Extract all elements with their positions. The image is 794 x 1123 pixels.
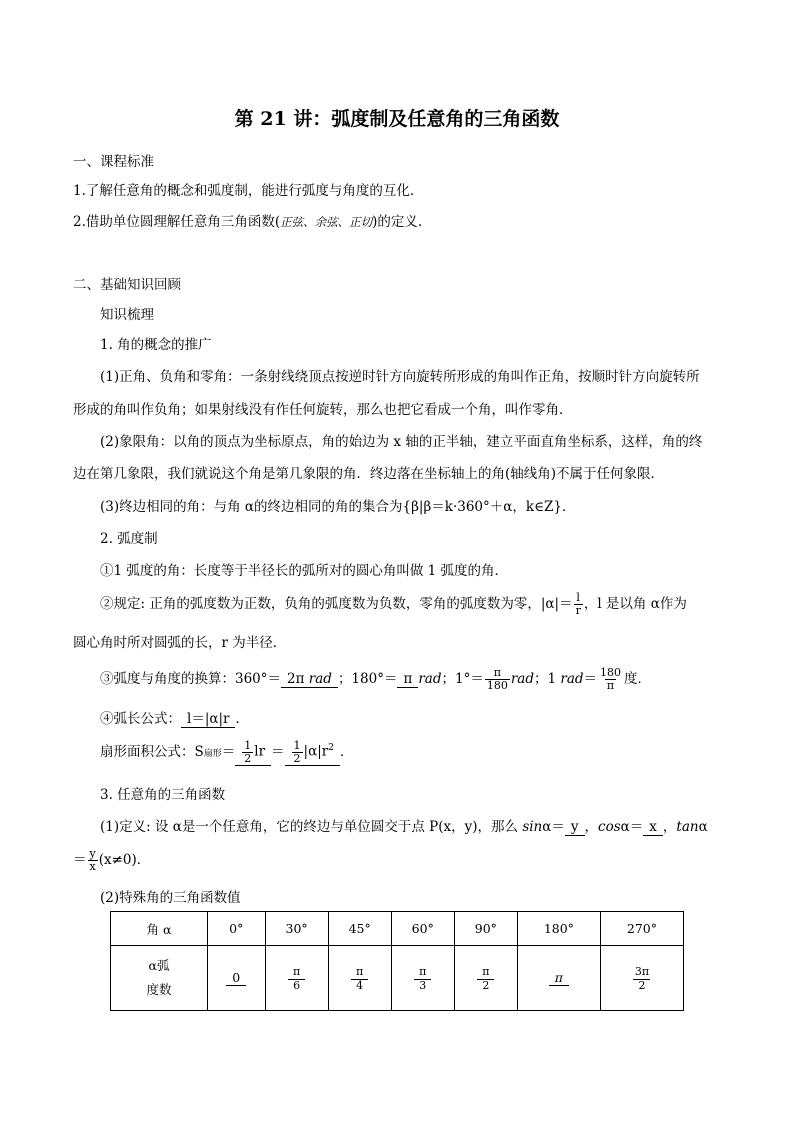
page-title: 第 21 讲：弧度制及任意角的三角函数 [234, 108, 560, 130]
radian-cell: $\frac{\pi}{3}$ [391, 946, 454, 1011]
para-3-b: (2)特殊角的三角函数值 [100, 890, 241, 906]
table-row-label: 角 α [111, 912, 208, 946]
fraction-y-over-x: $\frac{y}{x}$ [89, 847, 96, 873]
para-2-b-line-1: ②规定: 正角的弧度数为正数，负角的弧度数为负数，零角的弧度数为零，|α|＝ $\frac{l}{r}$ ，l 是以角 α作为 [100, 591, 687, 617]
special-angle-table [110, 911, 684, 1011]
para-1-b-line-2: 边在第几象限，我们就说这个角是第几象限的角．终边落在坐标轴上的角(轴线角)不属于任何象限． [73, 466, 665, 482]
radian-cell: $\frac{3\pi}{2}$ [600, 946, 683, 1011]
radian-cell: π [517, 946, 600, 1011]
degree-cell: 180° [517, 912, 600, 946]
radian-cell: $\frac{\pi}{2}$ [454, 946, 517, 1011]
section-1-heading: 一、课程标准 [73, 154, 154, 170]
table-row-label: α弧 度数 [111, 946, 208, 1011]
para-1-c: (3)终边相同的角：与角 α的终边相同的角的集合为{β|β＝k·360°＋α，k∈Z}． [100, 499, 576, 515]
degree-cell: 0° [208, 912, 266, 946]
table-row-degrees [111, 912, 684, 946]
topic-3-title: 3. 任意角的三角函数 [100, 787, 226, 803]
topic-1-title: 1. 角的概念的推广 [100, 337, 212, 353]
para-2-a: ①1 弧度的角：长度等于半径长的弧所对的圆心角叫做 1 弧度的角． [100, 563, 509, 579]
topic-2-title: 2. 弧度制 [100, 531, 158, 547]
radian-cell: $\frac{\pi}{6}$ [265, 946, 328, 1011]
table-row-radians [111, 946, 684, 1011]
degree-cell: 270° [600, 912, 683, 946]
para-2-c: ③弧度与角度的换算：360°＝ 2π rad ；180°＝ π rad；1°＝ $\frac{\pi}{180}$ rad；1 rad＝ $\frac{180}{\pi}$ 度． [100, 666, 652, 692]
para-2-e: 扇形面积公式：S扇形＝ $\frac{1}{2}$ lr ＝ $\frac{1}{2}$ $|\alpha|r^2$ ． [100, 739, 354, 765]
fraction-one-half: $\frac{1}{2}$ [244, 739, 252, 765]
para-1-b-line-1: (2)象限角：以角的顶点为坐标原点，角的始边为 x 轴的正半轴，建立平面直角坐标系，这样，角的终 [100, 434, 703, 450]
para-1-a-line-2: 形成的角叫作负角；如果射线没有作任何旋转，那么也把它看成一个角，叫作零角． [73, 402, 573, 418]
fraction-one-half-2: $\frac{1}{2}$ [293, 739, 301, 765]
degree-cell: 30° [265, 912, 328, 946]
knowledge-summary: 知识梳理 [100, 307, 154, 323]
degree-cell: 45° [328, 912, 391, 946]
degree-cell: 90° [454, 912, 517, 946]
fraction-pi-over-180: $\frac{\pi}{180}$ [486, 666, 508, 692]
fraction-l-over-r: $\frac{l}{r}$ [575, 591, 581, 617]
radian-cell: $\frac{\pi}{4}$ [328, 946, 391, 1011]
para-2-b-line-2: 圆心角时所对圆弧的长，r 为半径． [73, 635, 287, 651]
para-1-a-line-1: (1)正角、负角和零角：一条射线绕顶点按逆时针方向旋转所形成的角叫作正角，按顺时针方向旋转所 [100, 369, 700, 385]
para-2-d: ④弧长公式： l＝|α|r ． [100, 707, 249, 728]
section-2-heading: 二、基础知识回顾 [73, 277, 181, 293]
para-3-a-line-1: (1)定义: 设 α是一个任意角，它的终边与单位圆交于点 P(x，y)，那么 sinα＝ y ，cosα＝ x ，tanα [100, 819, 708, 835]
degree-cell: 60° [391, 912, 454, 946]
standard-item-2: 2.借助单位圆理解任意角三角函数(正弦、余弦、正切)的定义. [73, 214, 423, 230]
standard-item-1: 1.了解任意角的概念和弧度制，能进行弧度与角度的互化． [73, 183, 424, 199]
fraction-180-over-pi: $\frac{180}{\pi}$ [600, 666, 622, 692]
radian-cell: 0 [208, 946, 266, 1011]
para-3-a-line-2: ＝ $\frac{y}{x}$ (x≠0)． [73, 847, 151, 873]
